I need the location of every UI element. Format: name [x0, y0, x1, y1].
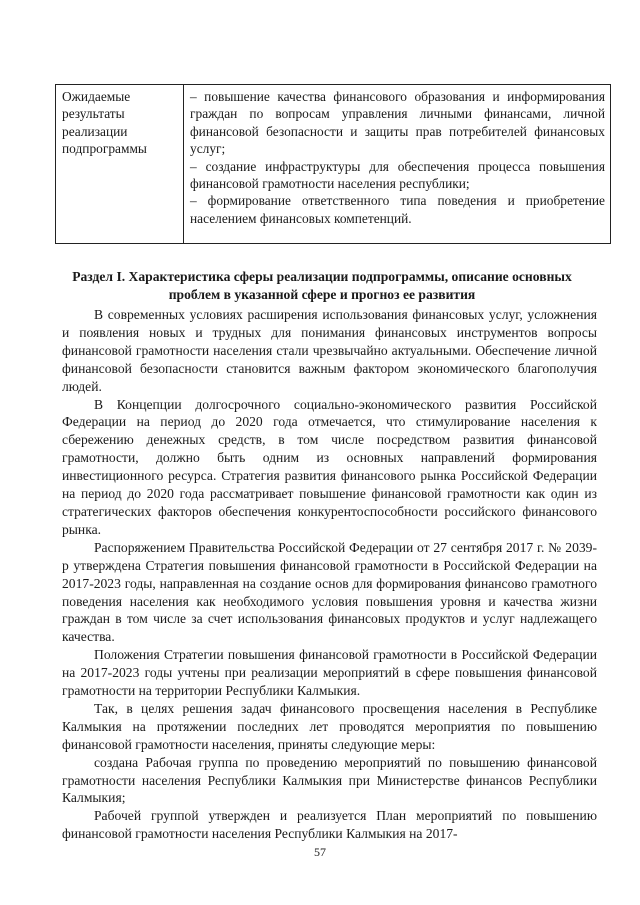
table-label-cell [56, 85, 184, 244]
paragraph: Распоряжением Правительства Российской Федерации от 27 сентября 2017 г. № 2039-р утверждена Стратегия повышения финансовой грамотности в Российской Федерации на 2017-2023 годы, направленная на создание основ для формирования финансово грамотного поведения населения как необходимого условия повышения уровня и качества жизни граждан в том числе за счет использования финансовых продуктов и услуг надлежащего качества. [62, 539, 597, 645]
paragraph: В современных условиях расширения использования финансовых услуг, усложнения и появления новых и трудных для понимания финансовых инструментов вопросы финансовой грамотности населения стали чрезвычайно актуальными. Обеспечение личной финансовой безопасности становится важным фактором экономического благополучия людей. [62, 307, 597, 394]
paragraph: В Концепции долгосрочного социально-экономического развития Российской Федерации на период до 2020 года отмечается, что стимулирование населения к сбережению денежных средств, в том числе посредством развития финансовой грамотности, должно быть одним из основных направлений формирования инвестиционного ресурса. Стратегия развития финансового рынка Российской Федерации на период до 2020 года рассматривает повышение финансовой грамотности как один из стратегических факторов обеспечения конкурентоспособности российского финансового рынка. [62, 396, 597, 537]
page-number: 57 [314, 845, 326, 859]
section-body [62, 306, 597, 843]
paragraph: Положения Стратегии повышения финансовой грамотности в Российской Федерации на 2017-2023 годы учтены при реализации мероприятий в сфере повышения финансовой грамотности на территории Республики Калмыкия. [62, 647, 597, 699]
expected-results-table [55, 84, 611, 244]
result-item: – создание инфраструктуры для обеспечения процесса повышения финансовой грамотности населения республики; [190, 158, 605, 192]
result-item: – формирование ответственного типа поведения и приобретение населением финансовых компетенций. [190, 193, 605, 226]
paragraph: Так, в целях решения задач финансового просвещения населения в Республике Калмыкия на протяжении последних лет проводятся мероприятия по повышению финансовой грамотности населения, приняты следующие меры: [62, 700, 597, 752]
paragraph: создана Рабочая группа по проведению мероприятий по повышению финансовой грамотности населения Республики Калмыкия при Министерстве финансов Республики Калмыкия; [62, 754, 597, 806]
section-heading: Раздел I. Характеристика сферы реализации подпрограммы, описание основных проблем в указанной сфере и прогноз ее развития [72, 269, 572, 302]
table-label: Ожидаемые результаты реализации подпрограммы [62, 89, 147, 157]
table-content-cell [184, 85, 611, 244]
result-item: – повышение качества финансового образования и информирования граждан по вопросам управления личными финансами, личной финансовой безопасности и защиты прав потребителей финансовых услуг; [190, 89, 605, 157]
table-row [56, 85, 611, 244]
paragraph: Рабочей группой утвержден и реализуется План мероприятий по повышению финансовой грамотности населения Республики Калмыкия на 2017- [62, 808, 597, 842]
